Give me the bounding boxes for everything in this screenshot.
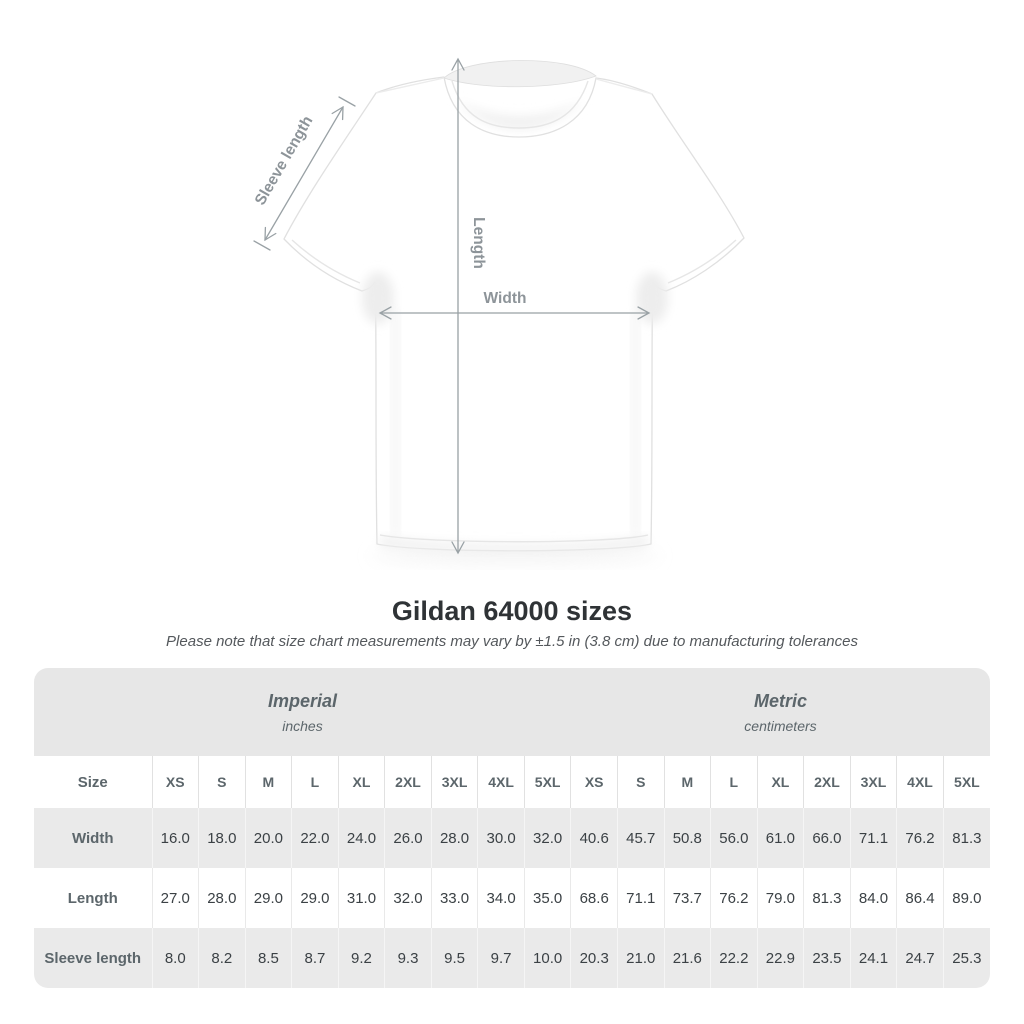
measurement-cell: 76.2 — [897, 808, 944, 868]
measurement-cell: 24.1 — [850, 928, 897, 988]
measurement-cell: 45.7 — [617, 808, 664, 868]
size-col-header-metric-2xl: 2XL — [804, 756, 851, 808]
measurement-cell: 10.0 — [524, 928, 571, 988]
measurement-cell: 56.0 — [711, 808, 758, 868]
measurement-cell: 68.6 — [571, 868, 618, 928]
measurement-cell: 40.6 — [571, 808, 618, 868]
size-col-header-metric-5xl: 5XL — [943, 756, 990, 808]
size-col-header-imperial-4xl: 4XL — [478, 756, 525, 808]
measurement-cell: 81.3 — [943, 808, 990, 868]
size-col-header-imperial-s: S — [199, 756, 246, 808]
metric-section-header — [571, 668, 990, 756]
metric-section-label: Metric — [753, 690, 807, 711]
shirt-back-collar — [444, 60, 596, 86]
measurement-cell: 86.4 — [897, 868, 944, 928]
measurement-cell: 20.0 — [245, 808, 292, 868]
size-chart — [34, 668, 990, 988]
row-label: Sleeve length — [44, 949, 142, 967]
measurement-cell: 22.0 — [292, 808, 339, 868]
tshirt-graphic — [284, 77, 744, 551]
measurement-cell: 28.0 — [431, 808, 478, 868]
metric-section-unit: centimeters — [744, 717, 817, 734]
measurement-cell: 22.9 — [757, 928, 804, 988]
measurement-row-length — [34, 868, 990, 928]
measurement-cell: 89.0 — [943, 868, 990, 928]
size-col-header-metric-l: L — [711, 756, 758, 808]
measurement-cell: 29.0 — [292, 868, 339, 928]
size-chart-table — [34, 668, 990, 988]
size-col-header-metric-s: S — [617, 756, 664, 808]
measurement-cell: 35.0 — [524, 868, 571, 928]
size-col-header-metric-xl: XL — [757, 756, 804, 808]
measurement-cell: 30.0 — [478, 808, 525, 868]
size-col-header-imperial-3xl: 3XL — [431, 756, 478, 808]
size-header-row — [34, 756, 990, 808]
measurement-cell: 66.0 — [804, 808, 851, 868]
measurement-cell: 29.0 — [245, 868, 292, 928]
measurement-cell: 27.0 — [152, 868, 199, 928]
measurement-cell: 16.0 — [152, 808, 199, 868]
measurement-cell: 31.0 — [338, 868, 385, 928]
measurement-cell: 26.0 — [385, 808, 432, 868]
size-col-header-metric-xs: XS — [571, 756, 618, 808]
measurement-cell: 24.7 — [897, 928, 944, 988]
measurement-cell: 32.0 — [385, 868, 432, 928]
imperial-section-header — [34, 668, 571, 756]
measurement-cell: 34.0 — [478, 868, 525, 928]
measurement-cell: 81.3 — [804, 868, 851, 928]
measurement-cell: 84.0 — [850, 868, 897, 928]
measurement-cell: 21.6 — [664, 928, 711, 988]
measurement-cell: 8.5 — [245, 928, 292, 988]
measurement-cell: 18.0 — [199, 808, 246, 868]
measurement-row-sleeve-length — [34, 928, 990, 988]
size-col-header-imperial-5xl: 5XL — [524, 756, 571, 808]
measurement-cell: 8.7 — [292, 928, 339, 988]
measurement-cell: 25.3 — [943, 928, 990, 988]
measurement-cell: 76.2 — [711, 868, 758, 928]
measurement-cell: 9.5 — [431, 928, 478, 988]
measurement-cell: 21.0 — [617, 928, 664, 988]
measurement-cell: 20.3 — [571, 928, 618, 988]
measurement-cell: 61.0 — [757, 808, 804, 868]
measurement-cell: 33.0 — [431, 868, 478, 928]
measurement-cell: 9.2 — [338, 928, 385, 988]
measurement-cell: 9.7 — [478, 928, 525, 988]
size-col-header-metric-3xl: 3XL — [850, 756, 897, 808]
measurement-cell: 71.1 — [617, 868, 664, 928]
measurement-cell: 79.0 — [757, 868, 804, 928]
row-label: Length — [67, 889, 118, 907]
length-label: Length — [470, 217, 487, 269]
size-col-header-imperial-l: L — [292, 756, 339, 808]
width-label: Width — [483, 290, 527, 307]
imperial-section-label: Imperial — [267, 690, 337, 711]
measurement-cell: 73.7 — [664, 868, 711, 928]
size-col-header-imperial-m: M — [245, 756, 292, 808]
measurement-cell: 8.2 — [199, 928, 246, 988]
sleeve-length-label: Sleeve length — [251, 113, 317, 209]
size-col-header-imperial-2xl: 2XL — [385, 756, 432, 808]
page-title: Gildan 64000 sizes — [391, 596, 633, 626]
measurement-cell: 71.1 — [850, 808, 897, 868]
size-col-header-imperial-xs: XS — [152, 756, 199, 808]
row-label: Width — [71, 829, 114, 847]
measurement-cell: 23.5 — [804, 928, 851, 988]
measurement-cell: 32.0 — [524, 808, 571, 868]
measurement-cell: 28.0 — [199, 868, 246, 928]
measurement-cell: 50.8 — [664, 808, 711, 868]
unit-section-row — [34, 668, 990, 756]
size-col-header-imperial-xl: XL — [338, 756, 385, 808]
size-column-title: Size — [77, 773, 108, 791]
measurement-cell: 22.2 — [711, 928, 758, 988]
measurement-cell: 24.0 — [338, 808, 385, 868]
imperial-section-unit: inches — [282, 717, 323, 734]
page-subtitle: Please note that size chart measurements may vary by ±1.5 in (3.8 cm) due to manufacturing tolerances — [166, 633, 858, 650]
size-col-header-metric-m: M — [664, 756, 711, 808]
size-col-header-metric-4xl: 4XL — [897, 756, 944, 808]
measurement-cell: 8.0 — [152, 928, 199, 988]
measurement-cell: 9.3 — [385, 928, 432, 988]
measurement-row-width — [34, 808, 990, 868]
